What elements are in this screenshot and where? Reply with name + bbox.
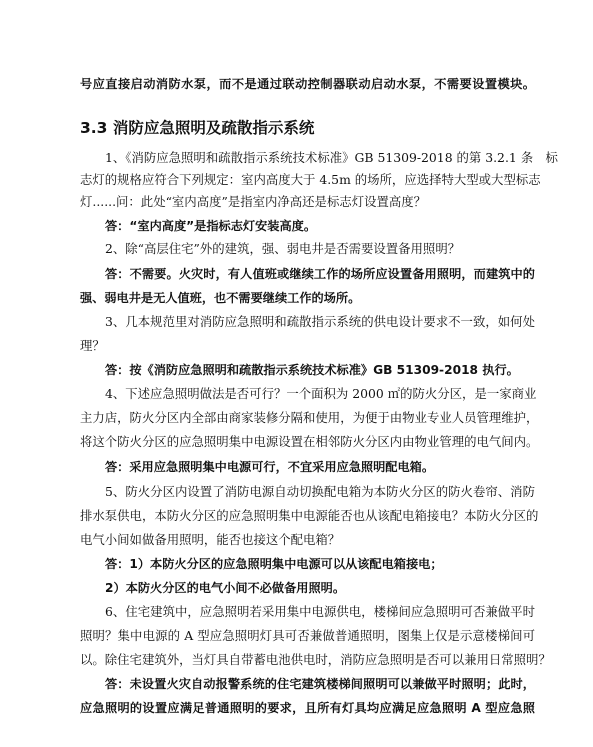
question-line: 电气小间如做备用照明，能否也接这个配电箱？	[80, 532, 341, 547]
question-line: 理？	[80, 338, 105, 353]
question-line: 照明？集中电源的 A 型应急照明灯具可否兼做普通照明，图集上仅是示意楼梯间可	[80, 628, 535, 643]
answer-line: 答：不需要。火灾时，有人值班或继续工作的场所应设置备用照明，而建筑中的	[105, 267, 535, 281]
question-line: 2、除“高层住宅”外的建筑，强、弱电井是否需要设置备用照明？	[105, 241, 461, 256]
answer-line: 答：采用应急照明集中电源可行，不宜采用应急照明配电箱。	[105, 460, 435, 474]
question-line: 1、《消防应急照明和疏散指示系统技术标准》GB 51309-2018 的第 3.2.1 条 标	[105, 150, 558, 165]
question-line: 4、下述应急照明做法是否可行？一个面积为 2000 ㎡的防火分区，是一家商业	[105, 386, 537, 401]
paragraph-line: 号应直接启动消防水泵，而不是通过联动控制器联动启动水泵，不需要设置模块。	[80, 77, 535, 91]
section-heading: 3.3 消防应急照明及疏散指示系统	[80, 119, 315, 137]
question-line: 6、住宅建筑中，应急照明若采用集中电源供电，楼梯间应急照明可否兼做平时	[105, 604, 535, 619]
question-line: 5、防火分区内设置了消防电源自动切换配电箱为本防火分区的防火卷帘、消防	[105, 484, 535, 499]
question-line: 主力店，防火分区内全部由商家装修分隔和使用，为便于由物业专业人员管理维护，	[80, 410, 539, 425]
answer-line: 应急照明的设置应满足普通照明的要求，且所有灯具均应满足应急照明 A 型应急照	[80, 701, 535, 715]
answer-line: 答：按《消防应急照明和疏散指示系统技术标准》GB 51309-2018 执行。	[105, 363, 519, 377]
question-line: 将这个防火分区的应急照明集中电源设置在相邻防火分区内由物业管理的电气间内。	[80, 434, 539, 449]
question-line: 志灯的规格应符合下列规定：室内高度大于 4.5m 的场所，应选择特大型或大型标志	[80, 172, 541, 187]
question-line: 灯......问：此处“室内高度”是指室内净高还是标志灯设置高度？	[80, 194, 427, 209]
answer-line: 强、弱电井是无人值班，也不需要继续工作的场所。	[80, 291, 361, 305]
question-line: 以。除住宅建筑外，当灯具自带蓄电池供电时，消防应急照明是否可以兼用日常照明？	[80, 652, 551, 667]
answer-line: 2）本防火分区的电气小间不必做备用照明。	[105, 581, 346, 595]
question-line: 排水泵供电，本防火分区的应急照明集中电源能否也从该配电箱接电？本防火分区的	[80, 508, 539, 523]
answer-line: 答：“室内高度”是指标志灯安装高度。	[105, 219, 317, 233]
answer-line: 答：未设置火灾自动报警系统的住宅建筑楼梯间照明可以兼做平时照明；此时，	[105, 677, 535, 691]
answer-line: 答：1）本防火分区的应急照明集中电源可以从该配电箱接电；	[105, 557, 443, 571]
question-line: 3、几本规范里对消防应急照明和疏散指示系统的供电设计要求不一致，如何处	[105, 314, 535, 329]
